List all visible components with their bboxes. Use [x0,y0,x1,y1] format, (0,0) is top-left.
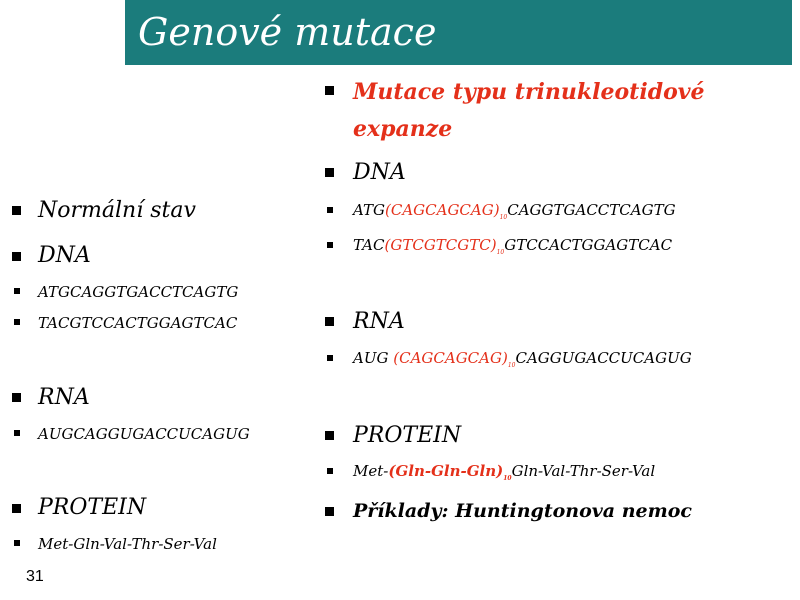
bullet-icon [12,504,21,513]
protein-seq-left: Met-Gln-Val-Thr-Ser-Val [38,535,217,553]
bullet-icon [327,355,333,361]
example-huntington: Příklady: Huntingtonova nemoc [353,500,692,522]
bullet-icon [12,252,21,261]
bullet-icon [325,86,334,95]
bullet-icon [14,319,20,325]
bullet-icon [327,207,333,213]
dna-heading-left: DNA [38,243,91,268]
bullet-icon [14,540,20,546]
bullet-icon [14,430,20,436]
rna-heading-left: RNA [38,385,90,410]
rna-seq-right: AUG $(CAGCAGCAG)_{10}CAGGUGACCUCAGUG$ [353,349,692,369]
dna-seq-right-2: $TAC(GTCGTCGTC)_{10}GTCCACTGGAGTCAC$ [353,236,673,256]
dna-seq-left-2: TACGTCCACTGGAGTCAC [38,314,238,332]
protein-heading-right: PROTEIN [353,423,462,448]
bullet-icon [14,288,20,294]
dna-heading-right: DNA [353,160,406,185]
dna-seq-right-1: $ATG(CAGCAGCAG)_{10}CAGGTGACCTCAGTG$ [353,201,676,221]
normal-state-label: Normální stav [38,198,196,223]
expansion-heading-line2: expanze [353,116,453,142]
bullet-icon [325,431,334,440]
rna-heading-right: RNA [353,309,405,334]
title-bar [125,0,792,65]
bullet-icon [325,317,334,326]
expansion-heading-line1: Mutace typu trinukleotidové [353,79,705,105]
dna-seq-left-1: ATGCAGGTGACCTCAGTG [38,283,239,301]
rna-seq-left: AUGCAGGUGACCUCAGUG [38,425,250,443]
bullet-icon [325,507,334,516]
bullet-icon [12,206,21,215]
page-number: 31 [26,568,44,585]
bullet-icon [325,168,334,177]
protein-seq-right: Met-$(Gln-Gln-Gln)_{10}Gln-Val-Thr-Ser$-Val [353,462,656,482]
bullet-icon [327,242,333,248]
bullet-icon [12,393,21,402]
protein-heading-left: PROTEIN [38,495,147,520]
slide-title: Genové mutace [138,10,437,54]
bullet-icon [327,468,333,474]
